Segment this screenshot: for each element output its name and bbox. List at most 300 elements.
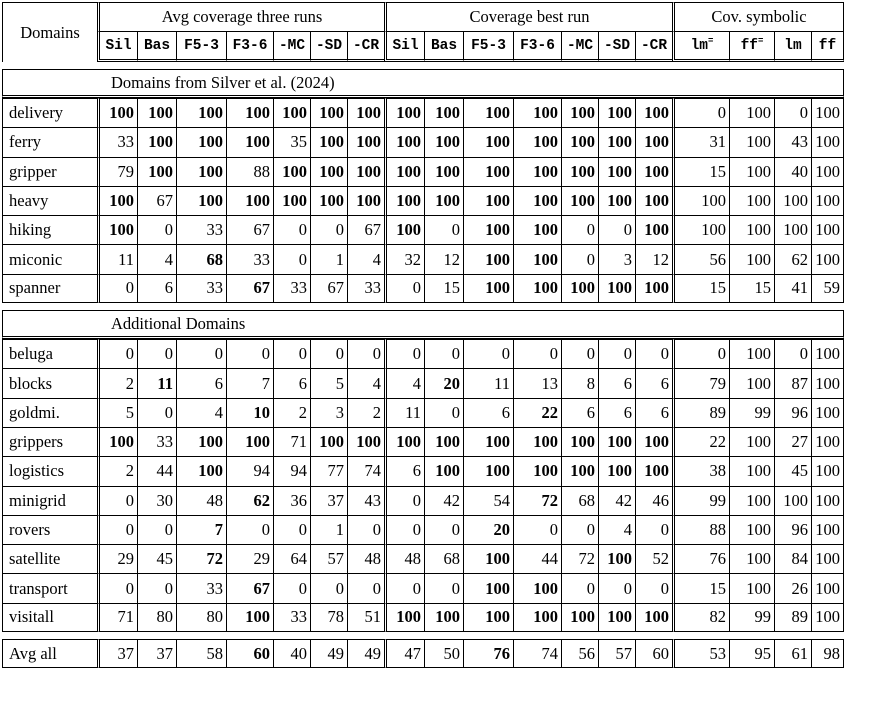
avg-value: 67 <box>226 274 273 303</box>
avg-value: 4 <box>347 368 384 397</box>
best-value: 0 <box>513 515 561 544</box>
avg-value: 100 <box>137 127 176 156</box>
best-value: 100 <box>463 127 513 156</box>
symbolic-value: 100 <box>729 215 774 244</box>
avg-value: 57 <box>310 544 347 573</box>
avg-value: 0 <box>226 339 273 368</box>
avg-value: 49 <box>310 639 347 668</box>
table-row <box>2 515 844 544</box>
avg-value: 6 <box>176 368 226 397</box>
best-value: 100 <box>463 456 513 485</box>
avg-value: 100 <box>176 456 226 485</box>
symbolic-value: 96 <box>774 398 811 427</box>
avg-value: 100 <box>226 127 273 156</box>
best-value: 100 <box>635 127 672 156</box>
best-value: 12 <box>424 244 463 273</box>
symbolic-value: 100 <box>774 486 811 515</box>
avg-value: 33 <box>273 274 310 303</box>
domain-name: transport <box>2 573 97 602</box>
domain-name: delivery <box>2 98 97 127</box>
avg-value: 29 <box>226 544 273 573</box>
column-header-superscript: = <box>758 35 764 46</box>
best-value: 100 <box>384 186 424 215</box>
results-table-container <box>2 2 844 668</box>
best-value: 100 <box>424 456 463 485</box>
best-value: 100 <box>513 427 561 456</box>
avg-value: 100 <box>347 186 384 215</box>
table-row <box>2 456 844 485</box>
symbolic-value: 22 <box>672 427 729 456</box>
best-value: 100 <box>424 427 463 456</box>
best-value: 100 <box>598 98 635 127</box>
symbolic-value: 87 <box>774 368 811 397</box>
best-value: 100 <box>598 427 635 456</box>
best-value: 0 <box>384 274 424 303</box>
avg-value: 100 <box>97 427 137 456</box>
best-value: 0 <box>424 515 463 544</box>
table-row <box>2 398 844 427</box>
avg-value: 7 <box>176 515 226 544</box>
avg-value: 68 <box>176 244 226 273</box>
avg-value: 71 <box>97 603 137 632</box>
avg-value: 80 <box>137 603 176 632</box>
header-group-row <box>2 2 844 31</box>
symbolic-value: 26 <box>774 573 811 602</box>
symbolic-value: 15 <box>672 157 729 186</box>
best-value: 100 <box>635 274 672 303</box>
avg-value: 49 <box>347 639 384 668</box>
symbolic-value: 100 <box>811 186 844 215</box>
best-value: 100 <box>463 544 513 573</box>
avg-value: 33 <box>226 244 273 273</box>
best-value: 0 <box>561 573 598 602</box>
avg-value: 100 <box>310 127 347 156</box>
best-value: 6 <box>635 368 672 397</box>
symbolic-value: 100 <box>811 157 844 186</box>
domain-name: logistics <box>2 456 97 485</box>
best-value: 72 <box>561 544 598 573</box>
avg-value: 71 <box>273 427 310 456</box>
best-value: 100 <box>384 215 424 244</box>
header-column-row <box>2 31 844 62</box>
best-value: 100 <box>561 427 598 456</box>
symbolic-value: 56 <box>672 244 729 273</box>
domains-header: Domains <box>2 2 97 62</box>
best-value: 100 <box>635 456 672 485</box>
avg-value: 100 <box>137 98 176 127</box>
avg-value: 48 <box>347 544 384 573</box>
best-value: 100 <box>424 98 463 127</box>
avg-value: 77 <box>310 456 347 485</box>
best-value: 100 <box>384 603 424 632</box>
best-value: 32 <box>384 244 424 273</box>
symbolic-value: 100 <box>729 427 774 456</box>
symbolic-value: 100 <box>811 98 844 127</box>
avg-value: 0 <box>97 274 137 303</box>
avg-value: 5 <box>97 398 137 427</box>
avg-value: 100 <box>97 215 137 244</box>
avg-value: 0 <box>273 573 310 602</box>
column-header <box>811 31 844 62</box>
symbolic-value: 88 <box>672 515 729 544</box>
table-row <box>2 427 844 456</box>
best-value: 4 <box>598 515 635 544</box>
avg-value: 100 <box>310 157 347 186</box>
avg-value: 72 <box>176 544 226 573</box>
best-value: 100 <box>384 98 424 127</box>
best-value: 100 <box>463 157 513 186</box>
symbolic-value: 100 <box>672 215 729 244</box>
table-row <box>2 339 844 368</box>
table-row <box>2 573 844 602</box>
symbolic-value: 100 <box>811 544 844 573</box>
best-value: 50 <box>424 639 463 668</box>
domain-name: miconic <box>2 244 97 273</box>
symbolic-value: 0 <box>774 339 811 368</box>
domain-name: visitall <box>2 603 97 632</box>
avg-value: 7 <box>226 368 273 397</box>
avg-value: 67 <box>226 573 273 602</box>
column-header <box>774 31 811 62</box>
symbolic-value: 100 <box>729 186 774 215</box>
avg-value: 45 <box>137 544 176 573</box>
best-value: 60 <box>635 639 672 668</box>
best-value: 48 <box>384 544 424 573</box>
best-value: 47 <box>384 639 424 668</box>
best-value: 100 <box>598 157 635 186</box>
table-row <box>2 186 844 215</box>
avg-value: 0 <box>347 339 384 368</box>
avg-value: 0 <box>347 515 384 544</box>
column-header: Sil <box>97 31 137 62</box>
best-value: 100 <box>598 603 635 632</box>
symbolic-value: 100 <box>811 456 844 485</box>
domain-name: satellite <box>2 544 97 573</box>
avg-value: 100 <box>347 157 384 186</box>
section-title-row <box>2 310 844 339</box>
section-gap <box>2 303 844 310</box>
domain-name: Avg all <box>2 639 97 668</box>
symbolic-value: 53 <box>672 639 729 668</box>
avg-value: 100 <box>176 427 226 456</box>
symbolic-value: 76 <box>672 544 729 573</box>
avg-value: 100 <box>347 427 384 456</box>
best-value: 100 <box>463 603 513 632</box>
avg-value: 33 <box>347 274 384 303</box>
avg-value: 100 <box>97 98 137 127</box>
best-value: 100 <box>561 98 598 127</box>
section-title: Additional Domains <box>2 310 844 339</box>
avg-value: 51 <box>347 603 384 632</box>
avg-value: 2 <box>347 398 384 427</box>
domain-name: heavy <box>2 186 97 215</box>
avg-value: 67 <box>347 215 384 244</box>
symbolic-value: 15 <box>672 573 729 602</box>
symbolic-value: 38 <box>672 456 729 485</box>
group-header: Avg coverage three runs <box>97 2 384 31</box>
domain-name: goldmi. <box>2 398 97 427</box>
symbolic-value: 31 <box>672 127 729 156</box>
best-value: 0 <box>561 215 598 244</box>
avg-value: 2 <box>97 368 137 397</box>
avg-value: 11 <box>97 244 137 273</box>
table-row <box>2 98 844 127</box>
avg-value: 5 <box>310 368 347 397</box>
best-value: 100 <box>513 274 561 303</box>
avg-value: 0 <box>137 339 176 368</box>
best-value: 100 <box>513 215 561 244</box>
domain-name: minigrid <box>2 486 97 515</box>
best-value: 100 <box>561 274 598 303</box>
best-value: 0 <box>424 339 463 368</box>
avg-value: 37 <box>97 639 137 668</box>
avg-value: 100 <box>226 98 273 127</box>
best-value: 100 <box>384 427 424 456</box>
avg-value: 88 <box>226 157 273 186</box>
avg-value: 74 <box>347 456 384 485</box>
table-row <box>2 544 844 573</box>
symbolic-value: 89 <box>672 398 729 427</box>
symbolic-value: 100 <box>811 368 844 397</box>
avg-value: 0 <box>310 339 347 368</box>
best-value: 100 <box>598 544 635 573</box>
avg-value: 0 <box>273 515 310 544</box>
avg-value: 0 <box>310 215 347 244</box>
best-value: 6 <box>635 398 672 427</box>
best-value: 100 <box>635 603 672 632</box>
domain-name: hiking <box>2 215 97 244</box>
avg-value: 100 <box>97 186 137 215</box>
best-value: 22 <box>513 398 561 427</box>
symbolic-value: 99 <box>672 486 729 515</box>
avg-value: 4 <box>176 398 226 427</box>
best-value: 100 <box>635 186 672 215</box>
best-value: 6 <box>463 398 513 427</box>
avg-value: 79 <box>97 157 137 186</box>
avg-value: 0 <box>176 339 226 368</box>
avg-value: 67 <box>310 274 347 303</box>
symbolic-value: 100 <box>811 603 844 632</box>
best-value: 12 <box>635 244 672 273</box>
avg-value: 33 <box>176 573 226 602</box>
best-value: 100 <box>463 573 513 602</box>
best-value: 100 <box>513 127 561 156</box>
avg-value: 0 <box>226 515 273 544</box>
best-value: 15 <box>424 274 463 303</box>
best-value: 100 <box>598 127 635 156</box>
best-value: 57 <box>598 639 635 668</box>
column-header: Bas <box>424 31 463 62</box>
avg-value: 0 <box>137 398 176 427</box>
best-value: 100 <box>513 186 561 215</box>
table-row <box>2 486 844 515</box>
gap-cell <box>2 303 844 310</box>
best-value: 20 <box>463 515 513 544</box>
best-value: 100 <box>635 215 672 244</box>
symbolic-value: 45 <box>774 456 811 485</box>
best-value: 72 <box>513 486 561 515</box>
symbolic-value: 15 <box>672 274 729 303</box>
table-row <box>2 274 844 303</box>
best-value: 68 <box>424 544 463 573</box>
avg-value: 60 <box>226 639 273 668</box>
avg-value: 0 <box>273 339 310 368</box>
best-value: 52 <box>635 544 672 573</box>
avg-value: 2 <box>273 398 310 427</box>
best-value: 100 <box>424 127 463 156</box>
column-header: Sil <box>384 31 424 62</box>
best-value: 42 <box>424 486 463 515</box>
column-header: F3-6 <box>226 31 273 62</box>
best-value: 0 <box>384 573 424 602</box>
symbolic-value: 41 <box>774 274 811 303</box>
avg-value: 40 <box>273 639 310 668</box>
avg-value: 37 <box>137 639 176 668</box>
coverage-results-table <box>2 2 844 668</box>
avg-value: 35 <box>273 127 310 156</box>
avg-value: 44 <box>137 456 176 485</box>
best-value: 42 <box>598 486 635 515</box>
best-value: 100 <box>561 157 598 186</box>
table-row <box>2 368 844 397</box>
column-header-name: lm <box>784 37 802 54</box>
domain-name: gripper <box>2 157 97 186</box>
avg-value: 64 <box>273 544 310 573</box>
avg-value: 3 <box>310 398 347 427</box>
table-row <box>2 157 844 186</box>
symbolic-value: 27 <box>774 427 811 456</box>
best-value: 8 <box>561 368 598 397</box>
best-value: 100 <box>598 186 635 215</box>
avg-value: 100 <box>347 98 384 127</box>
best-value: 0 <box>384 515 424 544</box>
avg-value: 2 <box>97 456 137 485</box>
avg-value: 0 <box>137 515 176 544</box>
symbolic-value: 99 <box>729 398 774 427</box>
avg-value: 67 <box>226 215 273 244</box>
table-row <box>2 215 844 244</box>
best-value: 44 <box>513 544 561 573</box>
best-value: 0 <box>598 215 635 244</box>
domain-name: spanner <box>2 274 97 303</box>
avg-value: 0 <box>97 573 137 602</box>
domain-name: blocks <box>2 368 97 397</box>
domain-name: ferry <box>2 127 97 156</box>
table-row <box>2 127 844 156</box>
avg-value: 33 <box>97 127 137 156</box>
column-header <box>729 31 774 62</box>
average-all-row <box>2 639 844 668</box>
best-value: 20 <box>424 368 463 397</box>
avg-value: 0 <box>273 244 310 273</box>
best-value: 100 <box>561 603 598 632</box>
symbolic-value: 96 <box>774 515 811 544</box>
avg-value: 33 <box>273 603 310 632</box>
avg-value: 1 <box>310 515 347 544</box>
best-value: 0 <box>463 339 513 368</box>
best-value: 6 <box>561 398 598 427</box>
column-header: F5-3 <box>463 31 513 62</box>
avg-value: 11 <box>137 368 176 397</box>
symbolic-value: 0 <box>672 339 729 368</box>
symbolic-value: 100 <box>811 398 844 427</box>
symbolic-value: 100 <box>811 244 844 273</box>
avg-value: 0 <box>97 339 137 368</box>
avg-value: 100 <box>273 98 310 127</box>
symbolic-value: 100 <box>729 368 774 397</box>
symbolic-value: 100 <box>811 573 844 602</box>
section-gap <box>2 632 844 639</box>
section-gap <box>2 62 844 69</box>
avg-value: 48 <box>176 486 226 515</box>
best-value: 6 <box>598 398 635 427</box>
column-header-name: ff <box>740 37 758 54</box>
symbolic-value: 100 <box>811 127 844 156</box>
symbolic-value: 100 <box>729 456 774 485</box>
avg-value: 100 <box>273 186 310 215</box>
avg-value: 100 <box>310 186 347 215</box>
avg-value: 78 <box>310 603 347 632</box>
symbolic-value: 100 <box>729 157 774 186</box>
symbolic-value: 95 <box>729 639 774 668</box>
avg-value: 6 <box>137 274 176 303</box>
column-header: -MC <box>561 31 598 62</box>
best-value: 100 <box>513 456 561 485</box>
best-value: 0 <box>384 339 424 368</box>
best-value: 100 <box>424 603 463 632</box>
best-value: 100 <box>513 98 561 127</box>
best-value: 0 <box>561 515 598 544</box>
best-value: 100 <box>384 127 424 156</box>
best-value: 100 <box>561 186 598 215</box>
gap-cell <box>2 62 844 69</box>
best-value: 100 <box>513 573 561 602</box>
avg-value: 10 <box>226 398 273 427</box>
column-header: -CR <box>635 31 672 62</box>
best-value: 0 <box>635 573 672 602</box>
table-row <box>2 244 844 273</box>
domain-name: beluga <box>2 339 97 368</box>
avg-value: 67 <box>137 186 176 215</box>
avg-value: 37 <box>310 486 347 515</box>
column-header: F5-3 <box>176 31 226 62</box>
symbolic-value: 0 <box>672 98 729 127</box>
best-value: 100 <box>513 157 561 186</box>
avg-value: 100 <box>137 157 176 186</box>
best-value: 100 <box>598 456 635 485</box>
avg-value: 100 <box>176 157 226 186</box>
symbolic-value: 100 <box>729 573 774 602</box>
symbolic-value: 100 <box>811 427 844 456</box>
avg-value: 100 <box>273 157 310 186</box>
symbolic-value: 100 <box>811 339 844 368</box>
best-value: 4 <box>384 368 424 397</box>
symbolic-value: 100 <box>729 98 774 127</box>
avg-value: 6 <box>273 368 310 397</box>
avg-value: 0 <box>97 486 137 515</box>
avg-value: 33 <box>137 427 176 456</box>
best-value: 6 <box>598 368 635 397</box>
symbolic-value: 40 <box>774 157 811 186</box>
best-value: 100 <box>463 244 513 273</box>
avg-value: 43 <box>347 486 384 515</box>
column-header: -CR <box>347 31 384 62</box>
domain-name: rovers <box>2 515 97 544</box>
best-value: 0 <box>424 398 463 427</box>
avg-value: 33 <box>176 215 226 244</box>
avg-value: 100 <box>310 98 347 127</box>
symbolic-value: 98 <box>811 639 844 668</box>
